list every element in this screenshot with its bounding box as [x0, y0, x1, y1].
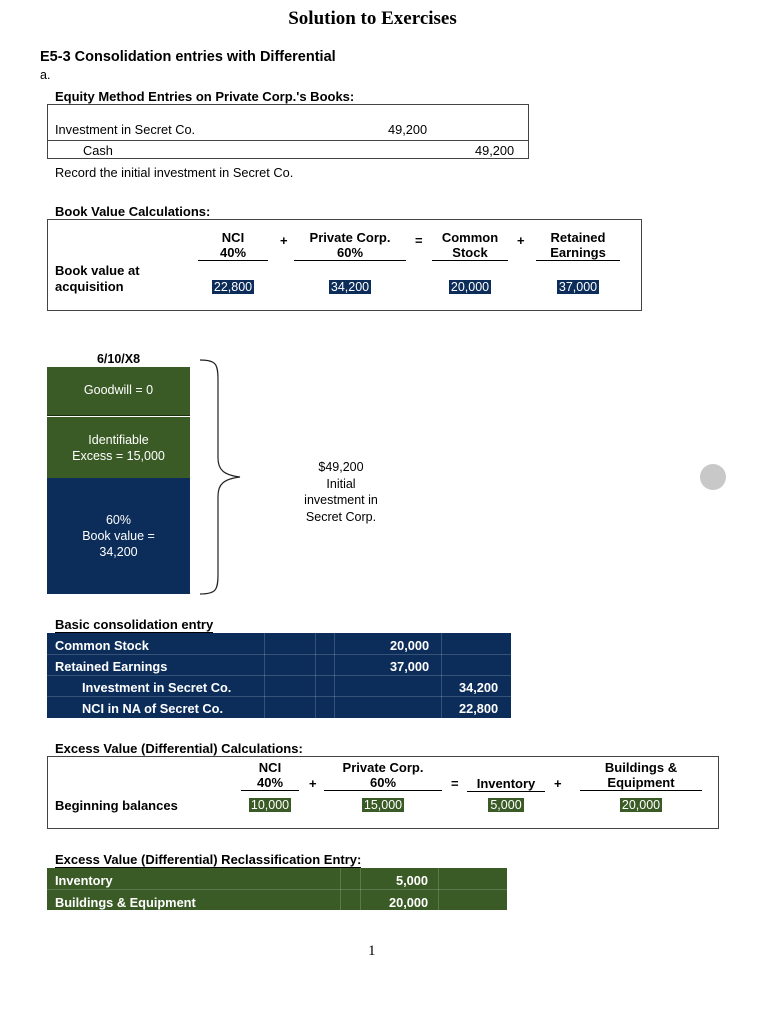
basic-entry-heading: Basic consolidation entry — [55, 617, 214, 632]
basic-row-account: NCI in NA of Secret Co. — [82, 701, 224, 716]
row-divider — [47, 696, 511, 697]
exercise-heading: E5-3 Consolidation entries with Differential — [40, 49, 336, 65]
goodwill-block: Goodwill = 0 — [47, 367, 190, 416]
ev-buildings-value: 20,000 — [621, 798, 661, 812]
reclass-row-debit: 5,000 — [396, 873, 429, 888]
bv-op-plus2: + — [517, 233, 525, 248]
basic-entry-table — [47, 633, 511, 718]
excess-calc-heading: Excess Value (Differential) Calculations: — [55, 741, 303, 756]
ev-inventory-value: 5,000 — [490, 798, 522, 812]
basic-row-debit: 20,000 — [390, 638, 430, 653]
ev-private-value: 15,000 — [363, 798, 403, 812]
basic-row-account: Common Stock — [55, 638, 149, 653]
equity-note: Record the initial investment in Secret Co. — [55, 165, 294, 180]
basic-row-debit: 37,000 — [390, 659, 430, 674]
basic-row-account: Investment in Secret Co. — [82, 680, 232, 695]
excess-calc-box — [47, 756, 719, 829]
bv-op-equals: = — [415, 233, 423, 248]
identifiable-excess-block: Identifiable Excess = 15,000 — [47, 417, 190, 478]
initial-investment-label: $49,200 Initial investment in Secret Corp. — [304, 460, 378, 524]
book-value-heading: Book Value Calculations: — [55, 204, 211, 219]
bv-col-nci: NCI 40% — [198, 230, 268, 261]
diagram-date: 6/10/X8 — [96, 352, 141, 366]
curly-brace-icon — [198, 358, 244, 596]
book-value-block: 60% Book value = 34,200 — [47, 478, 190, 594]
ev-row-label: Beginning balances — [55, 798, 178, 813]
equity-line1-debit: 49,200 — [388, 122, 428, 137]
bv-op-plus1: + — [280, 233, 288, 248]
row-divider — [47, 654, 511, 655]
page-title: Solution to Exercises — [288, 8, 457, 29]
part-label: a. — [40, 68, 51, 82]
equity-entries-box — [47, 104, 529, 159]
reclass-entry-table — [47, 868, 507, 910]
bv-private-value: 34,200 — [330, 280, 370, 294]
bv-common-value: 20,000 — [450, 280, 490, 294]
reclass-row-account: Inventory — [55, 873, 113, 888]
basic-row-credit: 22,800 — [459, 701, 499, 716]
equity-line2-account: Cash — [83, 143, 113, 158]
basic-row-credit: 34,200 — [459, 680, 499, 695]
reclass-row-account: Buildings & Equipment — [55, 895, 196, 910]
reclass-entry-heading: Excess Value (Differential) Reclassification Entry: — [55, 852, 362, 867]
row-divider — [47, 889, 507, 890]
page-number: 1 — [368, 943, 376, 959]
equity-line2-credit: 49,200 — [475, 143, 515, 158]
equity-entries-heading: Equity Method Entries on Private Corp.'s Books: — [55, 89, 355, 104]
reclass-row-debit: 20,000 — [389, 895, 429, 910]
bv-retained-value: 37,000 — [558, 280, 598, 294]
ev-col-buildings: Buildings & Equipment — [580, 760, 702, 791]
basic-row-account: Retained Earnings — [55, 659, 168, 674]
ev-col-private: Private Corp. 60% — [324, 760, 442, 791]
ev-col-nci: NCI 40% — [241, 760, 299, 791]
ev-nci-value: 10,000 — [250, 798, 290, 812]
bv-nci-value: 22,800 — [213, 280, 253, 294]
ev-op-plus1: + — [309, 776, 317, 791]
ev-col-inventory: Inventory — [467, 776, 545, 792]
ev-op-equals: = — [451, 776, 459, 791]
ev-op-plus2: + — [554, 776, 562, 791]
equity-line1-account: Investment in Secret Co. — [55, 122, 196, 137]
grey-dot-icon — [700, 464, 726, 490]
bv-col-private: Private Corp. 60% — [294, 230, 406, 261]
bv-col-common: Common Stock — [432, 230, 508, 261]
book-value-box — [47, 219, 642, 311]
row-divider — [47, 675, 511, 676]
entry-divider — [48, 140, 528, 141]
bv-row-label: Book value at acquisition — [55, 263, 140, 294]
bv-col-retained: Retained Earnings — [536, 230, 620, 261]
